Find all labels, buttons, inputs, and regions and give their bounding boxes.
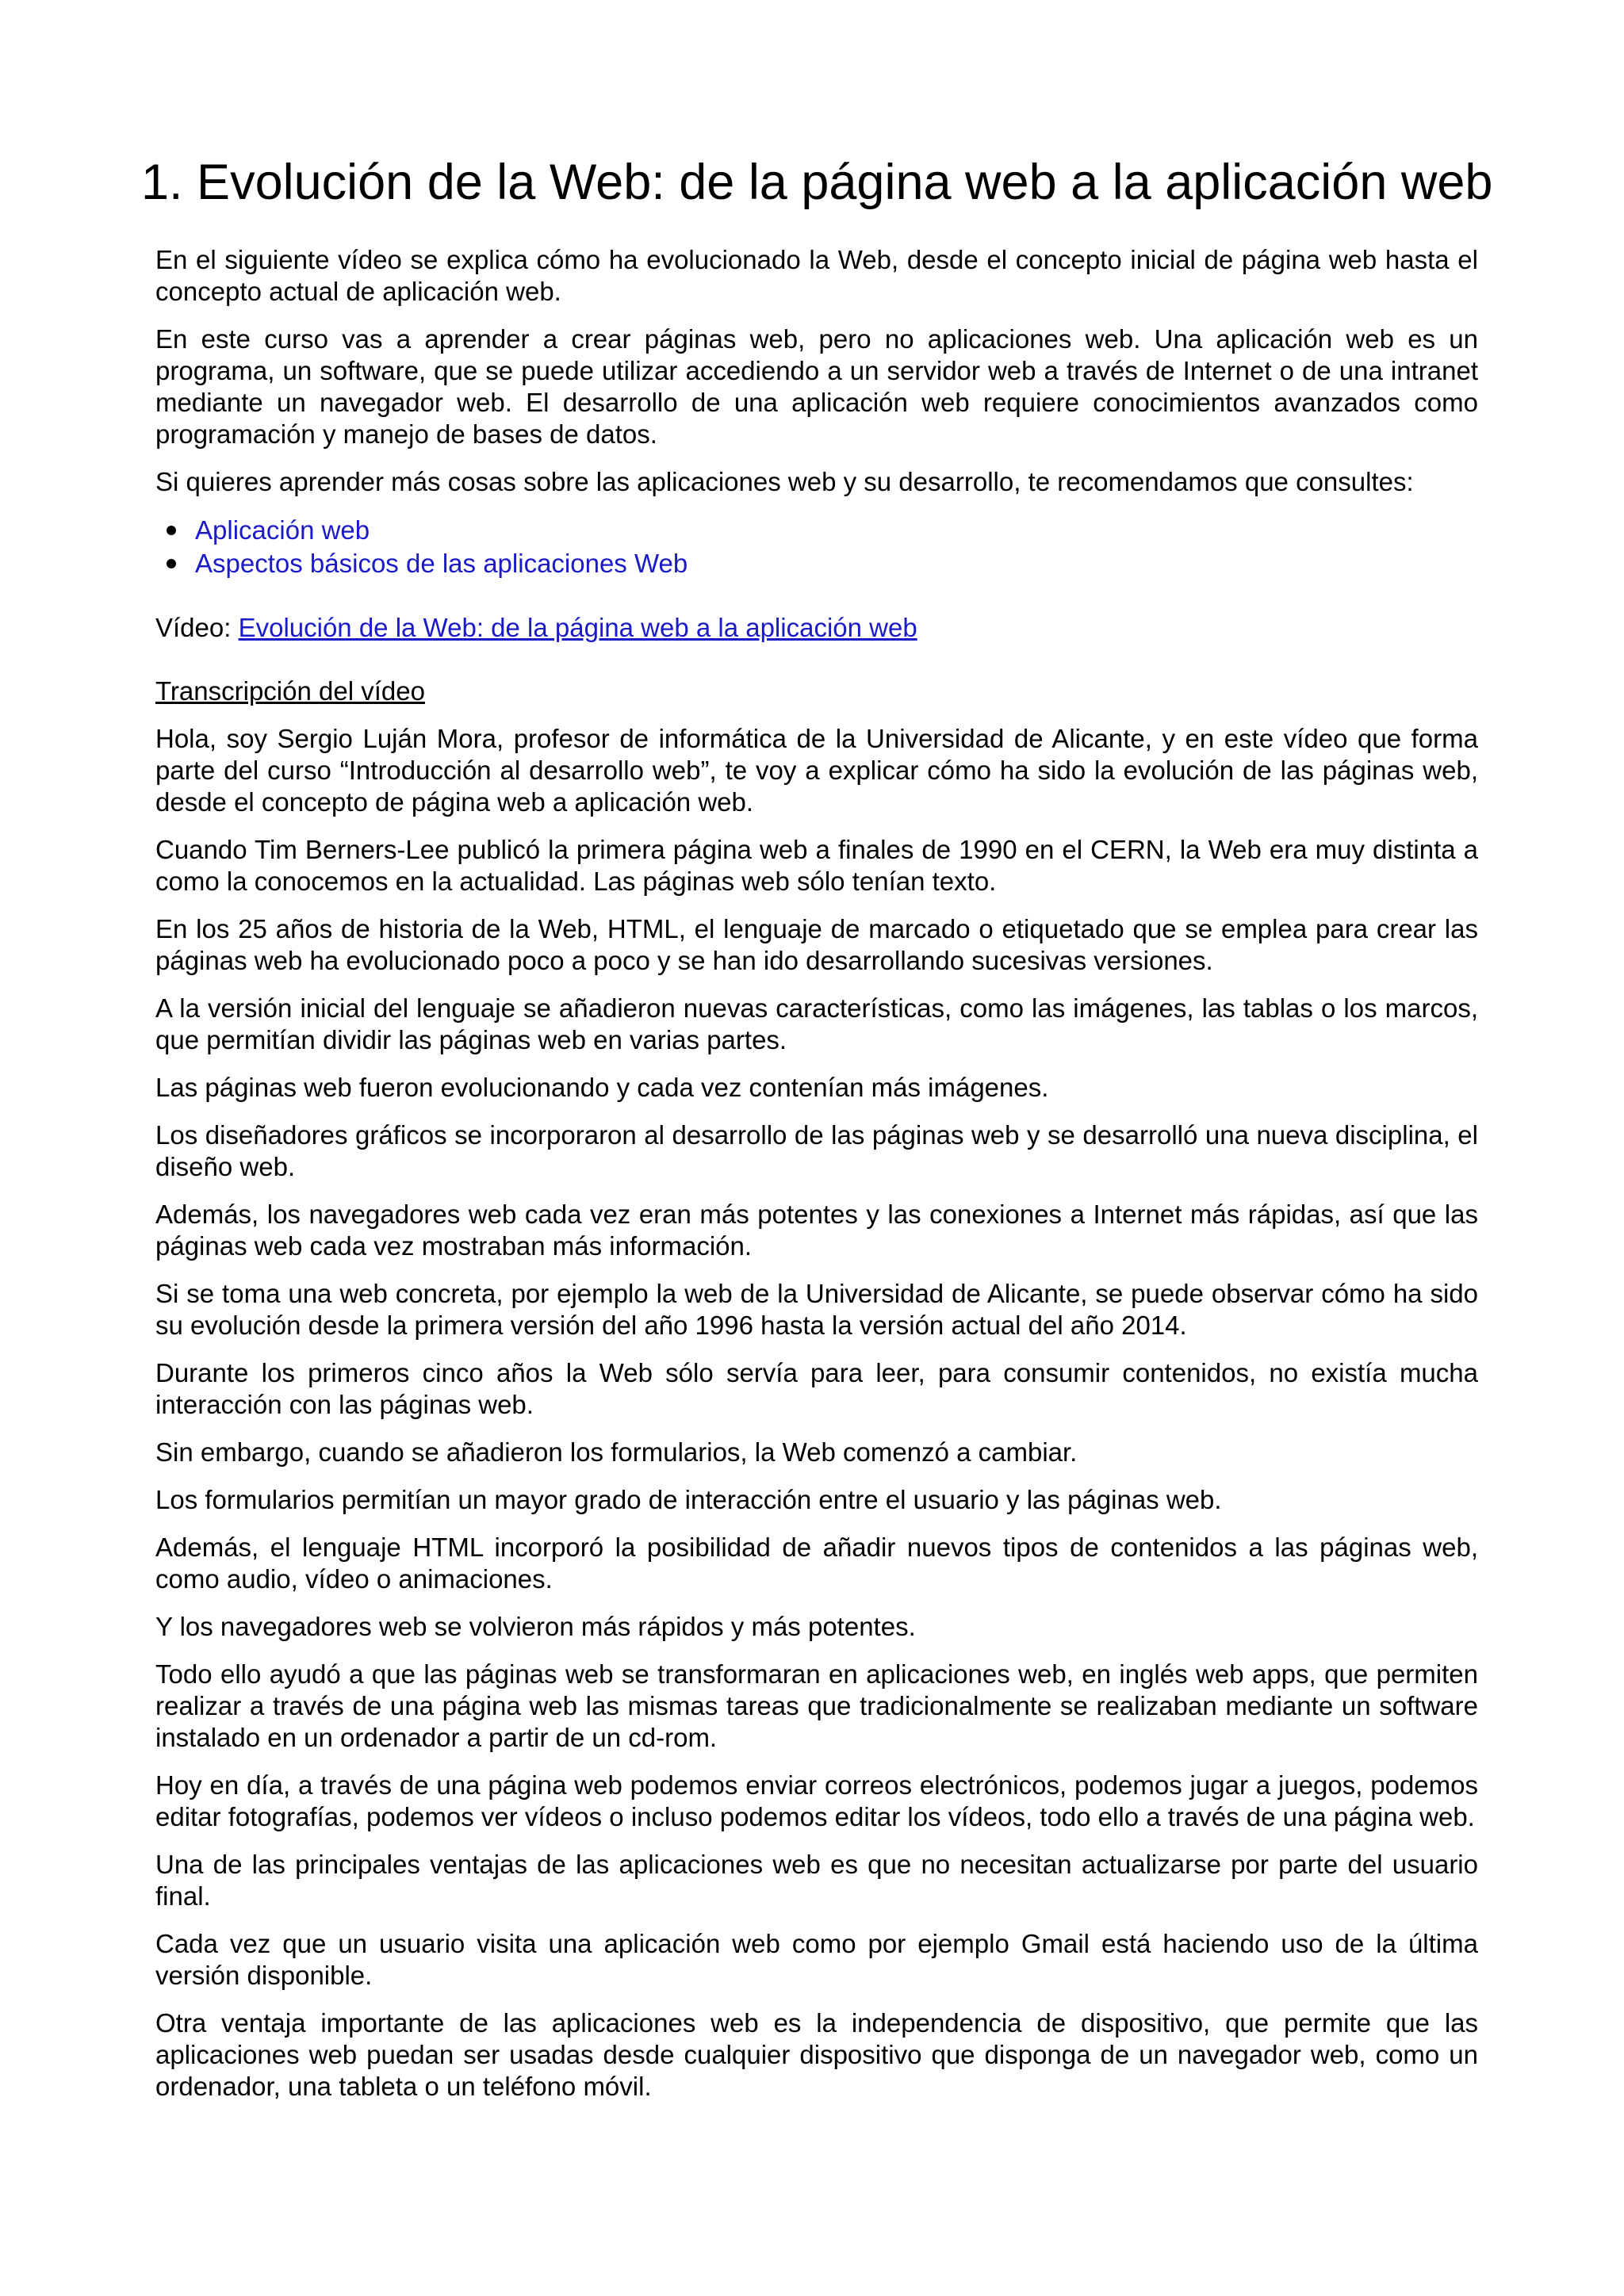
transcript-paragraph: Además, el lenguaje HTML incorporó la posibilidad de añadir nuevos tipos de contenidos a las páginas web, como audio, vídeo o animaciones.	[155, 1533, 1478, 1594]
transcript-paragraph: Una de las principales ventajas de las aplicaciones web es que no necesitan actualizarse por parte del usuario final.	[155, 1850, 1478, 1911]
transcript-paragraph: Además, los navegadores web cada vez eran más potentes y las conexiones a Internet más rápidas, así que las páginas web cada vez mostraban más información.	[155, 1200, 1478, 1261]
link-aspectos-basicos[interactable]: Aspectos básicos de las aplicaciones Web	[195, 549, 688, 578]
intro-paragraph-1: En el siguiente vídeo se explica cómo ha evolucionado la Web, desde el concepto inicial de página web hasta el concepto actual de aplicación web.	[155, 245, 1478, 306]
transcript-paragraph: Las páginas web fueron evolucionando y cada vez contenían más imágenes.	[155, 1073, 1049, 1102]
intro-paragraph-3: Si quieres aprender más cosas sobre las aplicaciones web y su desarrollo, te recomendamos que consultes:	[155, 467, 1414, 496]
video-line	[155, 612, 1478, 644]
transcript-paragraph: Cada vez que un usuario visita una aplicación web como por ejemplo Gmail está haciendo uso de la última versión disponible.	[155, 1929, 1478, 1990]
transcript-paragraph: Todo ello ayudó a que las páginas web se transformaran en aplicaciones web, en inglés web apps, que permiten realizar a través de una página web las mismas tareas que tradicionalmente se realizaban mediante un software instalado en un ordenador a partir de un cd-rom.	[155, 1659, 1478, 1752]
document-body	[155, 244, 1478, 2118]
video-link[interactable]: Evolución de la Web: de la página web a la aplicación web	[238, 613, 917, 642]
bullet-icon	[167, 526, 176, 535]
transcript-paragraph: Cuando Tim Berners-Lee publicó la primera página web a finales de 1990 en el CERN, la Web era muy distinta a como la conocemos en la actualidad. Las páginas web sólo tenían texto.	[155, 835, 1478, 896]
transcript-paragraph: Los formularios permitían un mayor grado de interacción entre el usuario y las páginas web.	[155, 1485, 1222, 1514]
transcript-paragraph: Hola, soy Sergio Luján Mora, profesor de informática de la Universidad de Alicante, y en este vídeo que forma parte del curso “Introducción al desarrollo web”, te voy a explicar cómo ha sido la evolución de las páginas web, desde el concepto de página web a aplicación web.	[155, 724, 1478, 817]
link-aplicacion-web[interactable]: Aplicación web	[195, 515, 370, 545]
page-title: 1. Evolución de la Web: de la página web a la aplicación web	[141, 155, 1493, 210]
video-label: Vídeo:	[155, 613, 239, 642]
transcript-paragraph: Sin embargo, cuando se añadieron los formularios, la Web comenzó a cambiar.	[155, 1437, 1078, 1467]
list-item	[195, 514, 1478, 547]
transcript-paragraph: Los diseñadores gráficos se incorporaron al desarrollo de las páginas web y se desarrolló una nueva disciplina, el diseño web.	[155, 1120, 1478, 1181]
transcript-paragraph: Y los navegadores web se volvieron más rápidos y más potentes.	[155, 1612, 916, 1641]
resource-link-list	[155, 514, 1478, 580]
list-item	[195, 547, 1478, 580]
transcript-paragraph: En los 25 años de historia de la Web, HTML, el lenguaje de marcado o etiquetado que se emplea para crear las páginas web ha evolucionado poco a poco y se han ido desarrollando sucesivas versiones.	[155, 914, 1478, 975]
transcript-paragraph: Hoy en día, a través de una página web podemos enviar correos electrónicos, podemos jugar a juegos, podemos editar fotografías, podemos ver vídeos o incluso podemos editar los vídeos, todo ello a través de una página web.	[155, 1770, 1478, 1831]
transcript-paragraph: Si se toma una web concreta, por ejemplo la web de la Universidad de Alicante, se puede observar cómo ha sido su evolución desde la primera versión del año 1996 hasta la versión actual del año 2014.	[155, 1279, 1478, 1340]
transcript-paragraph: Durante los primeros cinco años la Web sólo servía para leer, para consumir contenidos, no existía mucha interacción con las páginas web.	[155, 1358, 1478, 1419]
transcript-paragraph: Otra ventaja importante de las aplicaciones web es la independencia de dispositivo, que permite que las aplicaciones web puedan ser usadas desde cualquier dispositivo que disponga de un navegador web, como un ordenador, una tableta o un teléfono móvil.	[155, 2008, 1478, 2101]
transcript-paragraph: A la versión inicial del lenguaje se añadieron nuevas características, como las imágenes, las tablas o los marcos, que permitían dividir las páginas web en varias partes.	[155, 993, 1478, 1054]
transcript-heading: Transcripción del vídeo	[155, 676, 425, 706]
intro-paragraph-2: En este curso vas a aprender a crear páginas web, pero no aplicaciones web. Una aplicación web es un programa, un software, que se puede utilizar accediendo a un servidor web a través de Internet o de una intranet mediante un navegador web. El desarrollo de una aplicación web requiere conocimientos avanzados como programación y manejo de bases de datos.	[155, 324, 1478, 449]
bullet-icon	[167, 559, 176, 568]
